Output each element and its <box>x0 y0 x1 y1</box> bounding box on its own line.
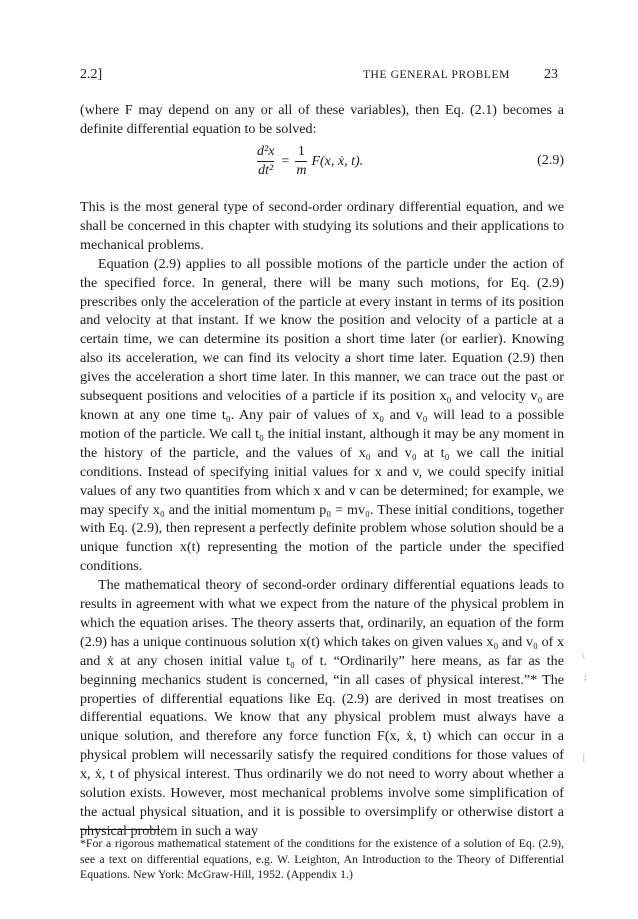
footnote-text: *For a rigorous mathematical statement of the conditions for the existence of a solution of Eq. (2.9), see a text on differential equations, e.g. W. Leighton, An Introduction to the Theory of Differential Equations. New York: McGraw-Hill, 1952. (Appendix 1.) <box>80 836 564 882</box>
equation-body <box>256 143 363 180</box>
paragraph-mathematical-theory: The mathematical theory of second-order ordinary differential equations leads to results in agreement with what we expect from the nature of the physical problem in which the equation arises. The theory asserts that, ordinarily, an equation of the form (2.9) has a unique continuous solution x(t) which takes on given values x₀ and v₀ of x and ẋ at any chosen initial value t₀ of t. “Ordinarily” here means, as far as the beginning mechanics student is concerned, “in all cases of physical interest.”* The properties of differential equations like Eq. (2.9) are derived in most treatises on differential equations. We know that any physical problem must always have a unique solution, and therefore any force function F(x, ẋ, t) which can occur in a physical problem will necessarily satisfy the required conditions for those values of x, ẋ, t of physical interest. Thus ordinarily we do not need to worry about whether a solution exists. However, most mechanical problems involve some simplification of the actual physical situation, and it is possible to oversimplify or otherwise distort a physical problem in such a way <box>80 577 564 839</box>
section-number: 2.2] <box>80 67 103 82</box>
margin-mark: ; <box>584 672 587 682</box>
equals-sign: = <box>281 153 290 169</box>
intro-paragraph <box>80 101 564 139</box>
page-number: 23 <box>544 67 558 82</box>
force-function: F(x, ẋ, t). <box>311 153 364 169</box>
margin-mark: | <box>583 752 585 762</box>
running-header <box>80 67 558 87</box>
coef-numerator: 1 <box>297 144 305 159</box>
footnote <box>80 836 564 883</box>
coef-denominator: m <box>296 163 307 178</box>
paragraph-initial-conditions: Equation (2.9) applies to all possible motions of the particle under the action of the specified force. In general, there will be many such motions, for Eq. (2.9) prescribes only the acceleration of the particle at every instant in terms of its position and velocity at that instant. If we know the position and velocity of a particle at a certain time, we can determine its position a short time later (or earlier). Knowing also its acceleration, we can find its velocity a short time later. Equation (2.9) then gives the acceleration a short time later. In this manner, we can trace out the past or subsequent positions and velocities of a particle if its position x₀ and velocity v₀ are known at any one time t₀. Any pair of values of x₀ and v₀ will lead to a possible motion of the particle. We call t₀ the initial instant, although it may be any moment in the history of the particle, and the values of x₀ and v₀ at t₀ we call the initial conditions. Instead of specifying initial values for x and v, we could specify initial values of any two quantities from which x and v can be determined; for example, we may specify x₀ and the initial momentum p₀ = mv₀. These initial conditions, together with Eq. (2.9), then represent a perfectly definite problem whose solution should be a unique function x(t) representing the motion of the particle under the specified conditions. <box>80 255 564 575</box>
footnote-rule <box>80 829 160 830</box>
body-text <box>80 198 564 841</box>
lhs-numerator: d²x <box>257 144 275 159</box>
coefficient-fraction <box>295 143 307 180</box>
paragraph-general-type: This is the most general type of second-order ordinary differential equation, and we shall be concerned in this chapter with studying its solutions and their applications to mechanical problems. <box>80 199 564 253</box>
running-title: THE GENERAL PROBLEM <box>362 69 510 81</box>
second-derivative-fraction <box>256 143 275 180</box>
margin-mark: \ <box>582 651 585 661</box>
equation-number: (2.9) <box>537 153 564 168</box>
equation-2-9 <box>80 141 564 185</box>
lhs-denominator: dt² <box>258 163 274 178</box>
intro-text: (where F may depend on any or all of these variables), then Eq. (2.1) becomes a definite differential equation to be solved: <box>80 102 564 137</box>
